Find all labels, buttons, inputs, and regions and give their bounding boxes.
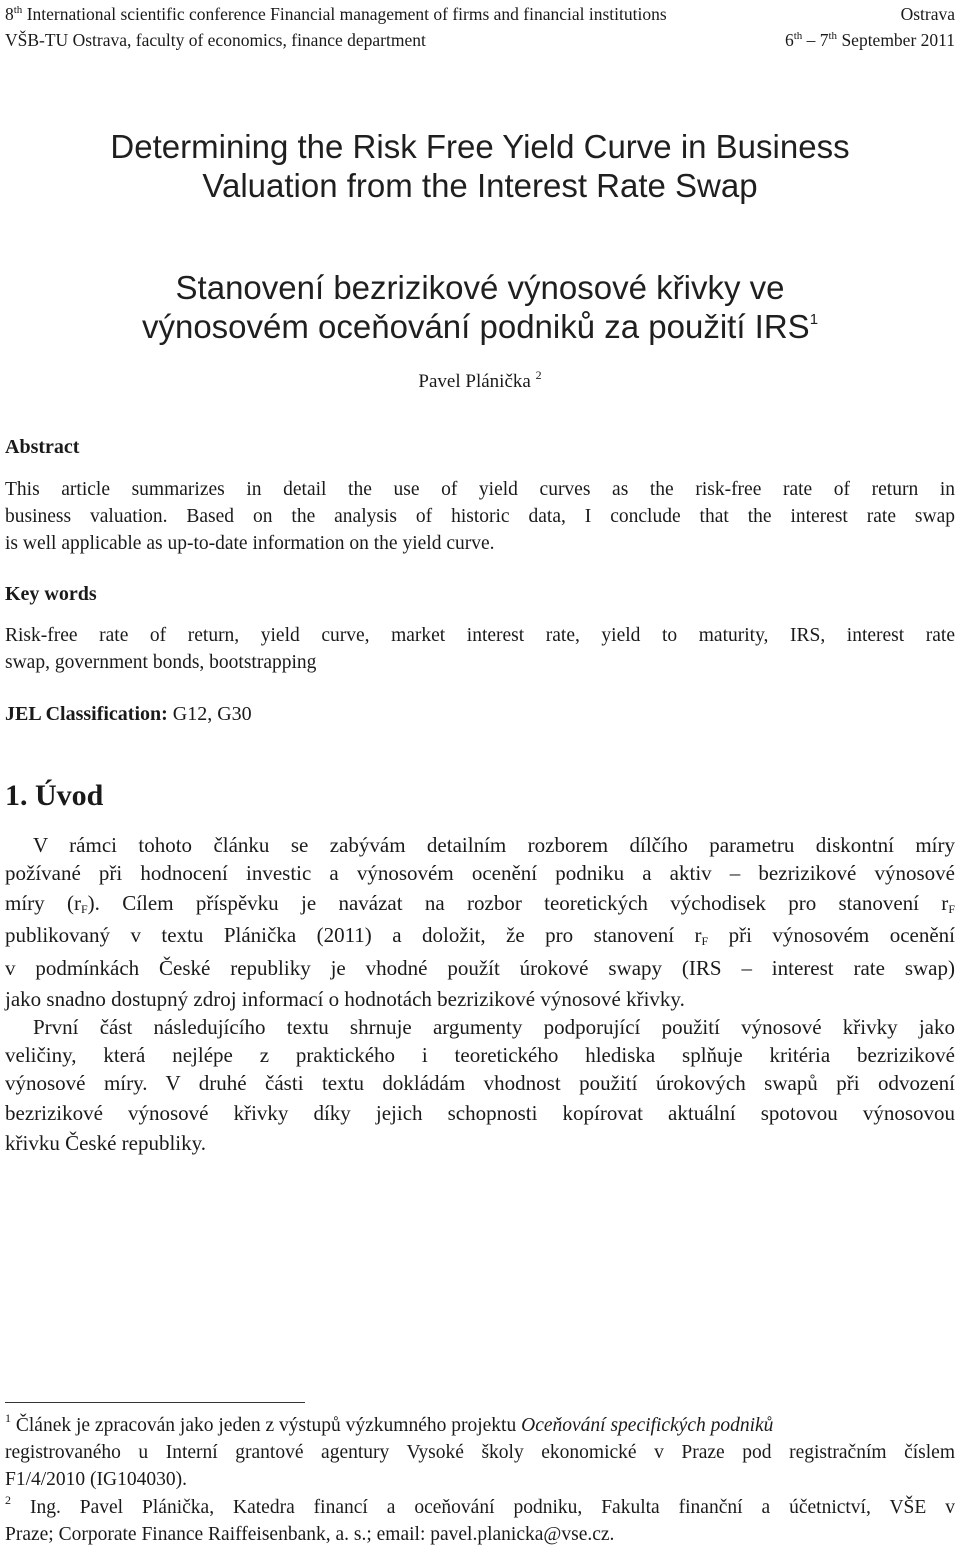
fn1-l1-italic: Oceňování specifických podniků <box>521 1415 774 1436</box>
section-heading: 1. Úvod <box>5 779 104 812</box>
title-english-line1: Determining the Risk Free Yield Curve in Business <box>110 128 850 165</box>
footnote-2-line <box>5 1494 955 1521</box>
p1-l3-a: míry (r <box>5 891 81 915</box>
author-footnote-ref: 2 <box>535 368 542 382</box>
date-dash: – <box>806 30 816 50</box>
jel-classification <box>5 703 955 726</box>
p1-l3-b: ). Cílem příspěvku je navázat na rozbor teoretických východisek pro stanovení r <box>87 891 949 915</box>
keywords-line: Risk-free rate of return, yield curve, market interest rate, yield to maturity, IRS, interest rate <box>5 625 955 646</box>
footnote-1-line: registrovaného u Interní grantové agentury Vysoké školy ekonomické v Praze pod registračním číslem <box>5 1442 955 1463</box>
p1-l4-a: publikovaný v textu Plánička (2011) a doložit, že pro stanovení r <box>5 923 702 947</box>
conference-number: 8 <box>5 4 14 24</box>
abstract-heading: Abstract <box>5 436 80 458</box>
p1-l3-sub2: F <box>948 902 955 916</box>
paragraph2-line: První část následujícího textu shrnuje argumenty podporující použití výnosové křivky jako <box>33 1015 955 1039</box>
p1-l4-b: při výnosovém ocenění <box>708 923 955 947</box>
footnote-separator <box>5 1402 305 1403</box>
jel-label: JEL Classification: <box>5 703 168 725</box>
paragraph1-line: požívané při hodnocení investic a výnosovém ocenění podniku a aktiv – bezrizikové výnosové <box>5 861 955 885</box>
fn1-l1-a: Článek je zpracován jako jeden z výstupů výzkumného projektu <box>11 1415 522 1436</box>
p1-l3-sub: F <box>80 902 88 916</box>
author <box>0 368 960 393</box>
jel-codes: G12, G30 <box>172 703 252 725</box>
title-czech-line2 <box>0 307 960 347</box>
footnote-2-number: 2 <box>5 1493 11 1507</box>
institution: VŠB-TU Ostrava, faculty of economics, finance department <box>5 30 426 50</box>
footnote-1-number: 1 <box>5 1411 11 1425</box>
running-header-line2 <box>5 28 955 52</box>
footnote-1-line <box>5 1412 955 1439</box>
footnote-2-line: Praze; Corporate Finance Raiffeisenbank, a. s.; email: pavel.planicka@vse.cz. <box>5 1524 615 1545</box>
paragraph1-line: jako snadno dostupný zdroj informací o hodnotách bezrizikové výnosové křivky. <box>5 987 685 1011</box>
keywords-heading: Key words <box>5 583 97 605</box>
paragraph2-line: výnosové míry. V druhé části textu dokládám vhodnost použití úrokových swapů při odvození <box>5 1071 955 1095</box>
paragraph2-line: bezrizikové výnosové křivky díky jejich schopnosti kopírovat aktuální spotovou výnosovou <box>5 1101 955 1125</box>
abstract-line: is well applicable as up-to-date information on the yield curve. <box>5 533 495 554</box>
conference-name: International scientific conference Financial management of firms and financial institutions <box>26 4 667 24</box>
date-start: 6 <box>784 30 794 50</box>
paragraph2-line: veličiny, která nejlépe z praktického i teoretického hlediska splňuje kritéria bezrizikové <box>5 1043 955 1067</box>
date-end-suffix: th <box>828 30 838 42</box>
keywords-line: swap, government bonds, bootstrapping <box>5 652 317 673</box>
abstract-line: business valuation. Based on the analysis of historic data, I conclude that the interest rate swap <box>5 506 955 527</box>
paragraph1-line: V rámci tohoto článku se zabývám detailním rozborem dílčího parametru diskontní míry <box>33 833 955 857</box>
conference-date <box>785 28 955 52</box>
date-start-suffix: th <box>793 30 803 42</box>
paragraph1-line <box>5 889 955 917</box>
title-czech-line2-text: výnosovém oceňování podniků za použití IRS <box>141 308 810 345</box>
conference-number-suffix: th <box>13 4 23 16</box>
p1-l4-sub: F <box>701 934 709 948</box>
paragraph2-line: křivku České republiky. <box>5 1131 207 1155</box>
paragraph1-line: v podmínkách České republiky je vhodné použít úrokové swapy (IRS – interest rate swap) <box>5 956 955 980</box>
running-header-line1 <box>5 2 955 26</box>
title-czech-line1: Stanovení bezrizikové výnosové křivky ve <box>175 269 785 306</box>
conference-city: Ostrava <box>900 4 955 24</box>
author-name: Pavel Plánička <box>418 371 531 392</box>
abstract-line: This article summarizes in detail the use of yield curves as the risk-free rate of return in <box>5 479 955 500</box>
date-rest: September 2011 <box>841 30 955 50</box>
title-footnote-ref: 1 <box>809 311 819 328</box>
title-english-line2: Valuation from the Interest Rate Swap <box>202 167 758 204</box>
date-end: 7 <box>819 30 829 50</box>
fn2-l1: Ing. Pavel Plánička, Katedra financí a oceňování podniku, Fakulta finanční a účetnictví, VŠE v <box>11 1497 955 1518</box>
paragraph1-line <box>5 921 955 949</box>
footnote-1-line: F1/4/2010 (IG104030). <box>5 1469 187 1490</box>
